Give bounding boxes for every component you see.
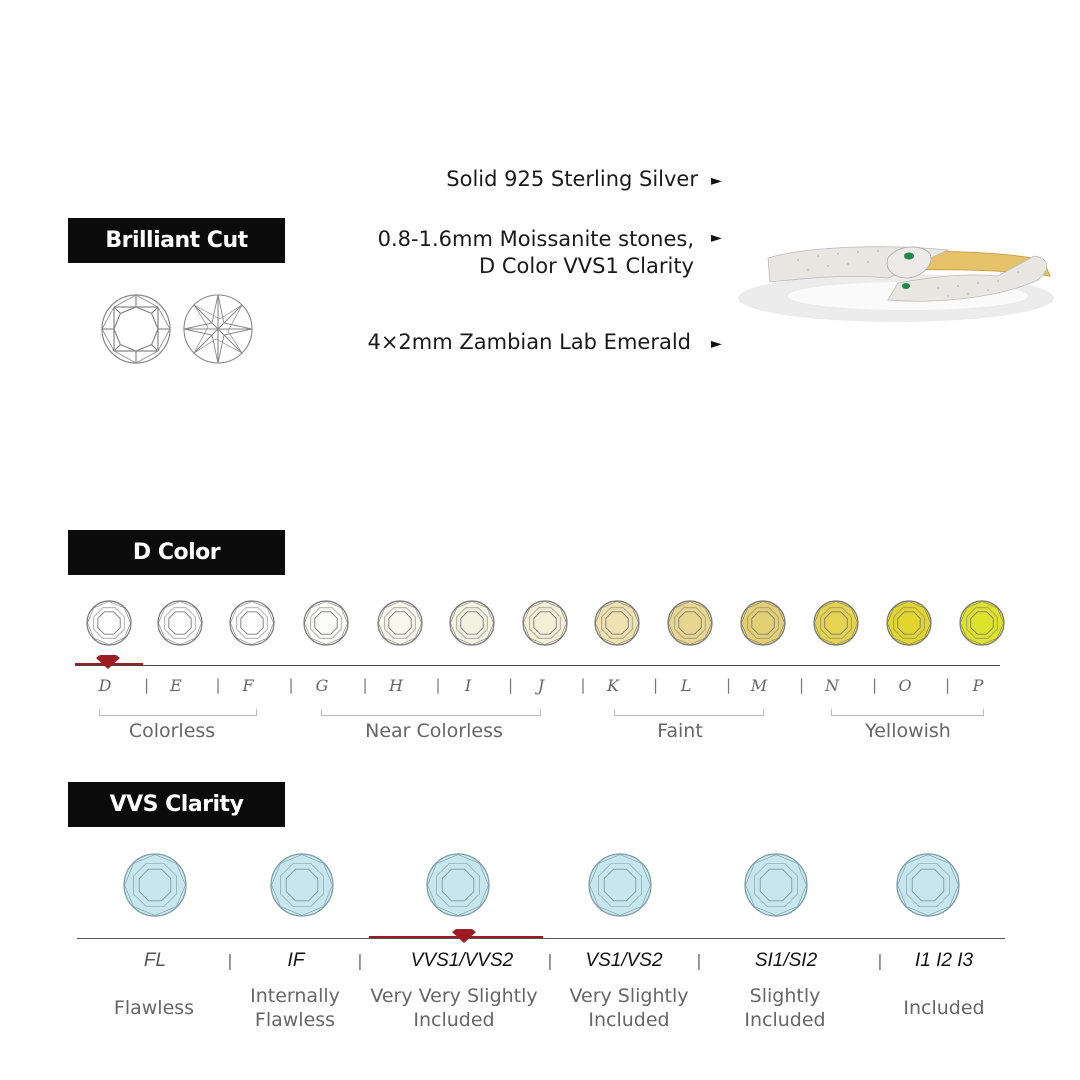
clarity-description-line: Very Very Slightly bbox=[370, 985, 538, 1007]
clarity-grade-code: VS1/VS2 bbox=[585, 950, 663, 971]
pointer-arrow-icon: ► bbox=[711, 336, 722, 352]
group-label-near-colorless: Near Colorless bbox=[365, 720, 503, 742]
color-grade-g: G bbox=[315, 676, 329, 695]
clarity-grade-description bbox=[370, 984, 537, 1032]
clarity-grade-description bbox=[903, 996, 984, 1020]
clarity-grade-code: IF bbox=[287, 950, 305, 971]
color-gem-k-icon bbox=[593, 599, 641, 647]
grade-separator: | bbox=[227, 951, 233, 970]
color-gem-n-icon bbox=[812, 599, 860, 647]
grade-separator: | bbox=[696, 951, 702, 970]
pointer-arrow-icon: ► bbox=[711, 230, 722, 246]
clarity-grade-code: VVS1/VVS2 bbox=[410, 950, 514, 971]
color-gem-e-icon bbox=[156, 599, 204, 647]
clarity-description-line: Slightly bbox=[749, 985, 821, 1007]
group-bracket bbox=[614, 709, 764, 716]
color-gem-o-icon bbox=[885, 599, 933, 647]
clarity-description-line: Included bbox=[903, 997, 985, 1019]
clarity-scale-line bbox=[77, 938, 1005, 939]
pointer-arrow-icon: ► bbox=[711, 173, 722, 189]
grade-separator: | bbox=[362, 676, 368, 694]
color-grade-k: K bbox=[607, 676, 619, 695]
color-gem-d-icon bbox=[85, 599, 133, 647]
section-label-vvs-clarity: VVS Clarity bbox=[68, 782, 285, 827]
selected-diamond-marker-icon bbox=[96, 655, 120, 669]
color-gem-f-icon bbox=[228, 599, 276, 647]
clarity-grade-description bbox=[744, 984, 825, 1032]
clarity-description-line: Flawless bbox=[113, 997, 195, 1019]
grade-separator: | bbox=[357, 951, 363, 970]
grade-separator: | bbox=[871, 676, 878, 694]
color-grade-j: J bbox=[537, 676, 545, 695]
group-bracket bbox=[99, 709, 257, 716]
color-gem-l-icon bbox=[666, 599, 714, 647]
clarity-description-line: Included bbox=[413, 1009, 495, 1031]
clarity-description-line: Internally bbox=[250, 985, 340, 1007]
color-gem-h-icon bbox=[376, 599, 424, 647]
grade-separator: | bbox=[944, 676, 951, 694]
color-grade-p: P bbox=[972, 676, 984, 695]
grade-separator: | bbox=[215, 676, 221, 694]
color-grade-l: L bbox=[680, 676, 692, 695]
color-grade-e: E bbox=[170, 676, 182, 695]
grade-separator: | bbox=[547, 951, 553, 970]
spec-emerald: 4×2mm Zambian Lab Emerald bbox=[367, 330, 691, 354]
selected-diamond-marker-icon bbox=[452, 929, 476, 943]
grade-separator: | bbox=[435, 676, 441, 694]
clarity-grade-code: FL bbox=[143, 950, 167, 971]
clarity-gem-0-icon bbox=[122, 852, 188, 918]
clarity-grade-description bbox=[114, 996, 194, 1020]
color-grade-n: N bbox=[825, 676, 839, 695]
clarity-description-line: Very Slightly bbox=[569, 985, 689, 1007]
clarity-gem-4-icon bbox=[743, 852, 809, 918]
group-label-colorless: Colorless bbox=[128, 720, 216, 742]
group-label-yellowish: Yellowish bbox=[865, 720, 951, 742]
clarity-gem-5-icon bbox=[895, 852, 961, 918]
brilliant-cut-pavilion-icon bbox=[182, 293, 254, 365]
grade-separator: | bbox=[725, 676, 732, 694]
clarity-gem-2-icon bbox=[425, 852, 491, 918]
clarity-description-line: Flawless bbox=[254, 1009, 336, 1031]
color-gem-m-icon bbox=[739, 599, 787, 647]
group-label-faint: Faint bbox=[657, 720, 703, 742]
clarity-gem-1-icon bbox=[269, 852, 335, 918]
color-grade-o: O bbox=[898, 676, 912, 695]
color-grade-m: M bbox=[750, 676, 768, 695]
clarity-description-line: Included bbox=[744, 1009, 826, 1031]
grade-separator: | bbox=[288, 676, 294, 694]
grade-separator: | bbox=[507, 676, 514, 694]
clarity-grade-description bbox=[250, 984, 340, 1032]
grade-separator: | bbox=[652, 676, 659, 694]
spec-stones-line1: 0.8-1.6mm Moissanite stones, bbox=[377, 227, 694, 251]
color-gem-g-icon bbox=[302, 599, 350, 647]
clarity-description-line: Included bbox=[588, 1009, 670, 1031]
color-grade-h: H bbox=[389, 676, 403, 695]
section-label-brilliant-cut: Brilliant Cut bbox=[68, 218, 285, 263]
clarity-gem-3-icon bbox=[587, 852, 653, 918]
color-grade-f: F bbox=[242, 676, 254, 695]
color-grade-d: D bbox=[98, 676, 112, 695]
clarity-grade-description bbox=[569, 984, 688, 1032]
clarity-grade-code: I1 I2 I3 bbox=[914, 950, 974, 971]
snake-ring-image bbox=[738, 238, 1054, 328]
color-gem-p-icon bbox=[958, 599, 1006, 647]
spec-metal: Solid 925 Sterling Silver bbox=[446, 167, 698, 191]
color-gem-i-icon bbox=[448, 599, 496, 647]
brilliant-cut-crown-icon bbox=[100, 293, 172, 365]
grade-separator: | bbox=[143, 676, 150, 694]
color-scale-line bbox=[75, 665, 1000, 666]
color-grade-i: I bbox=[464, 676, 472, 695]
grade-separator: | bbox=[877, 951, 883, 970]
group-bracket bbox=[831, 709, 984, 716]
section-label-d-color: D Color bbox=[68, 530, 285, 575]
color-gem-j-icon bbox=[521, 599, 569, 647]
grade-separator: | bbox=[580, 676, 586, 694]
group-bracket bbox=[321, 709, 541, 716]
clarity-grade-code: SI1/SI2 bbox=[754, 950, 818, 971]
spec-stones bbox=[378, 226, 694, 280]
grade-separator: | bbox=[798, 676, 805, 694]
spec-stones-line2: D Color VVS1 Clarity bbox=[479, 254, 694, 278]
